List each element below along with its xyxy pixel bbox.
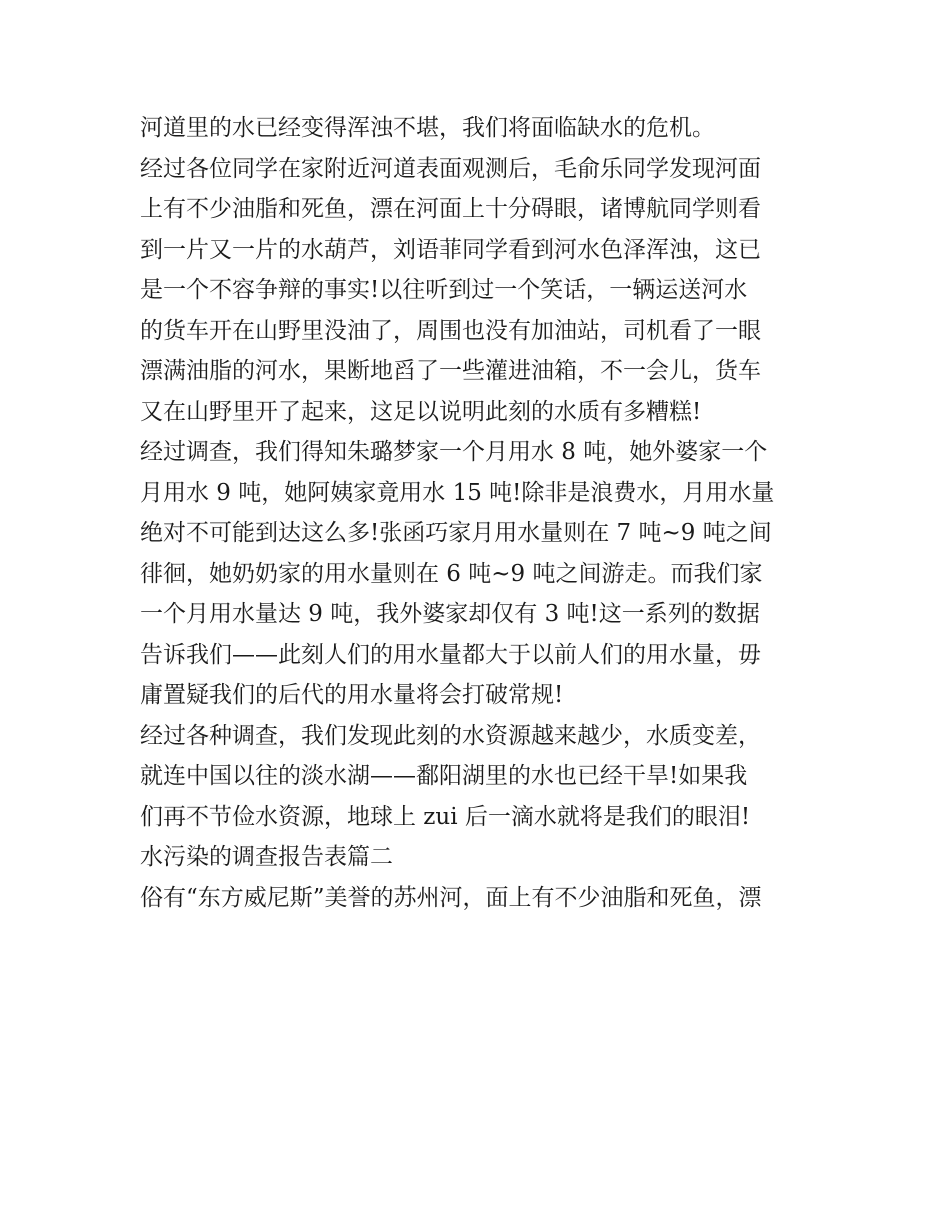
- text-line: 一个月用水量达 9 吨，我外婆家却仅有 3 吨!这一系列的数据: [140, 601, 760, 627]
- text-line: 漂满油脂的河水，果断地舀了一些灌进油箱，不一会儿，货车: [140, 358, 761, 384]
- section-heading: 水污染的调查报告表篇二: [140, 844, 393, 870]
- text-line: 的货车开在山野里没油了，周围也没有加油站，司机看了一眼: [140, 317, 761, 344]
- text-line: 月用水 9 吨，她阿姨家竟用水 15 吨!除非是浪费水，月用水量: [140, 479, 775, 506]
- text-line: 到一片又一片的水葫芦，刘语菲同学看到河水色泽浑浊，这已: [140, 236, 761, 263]
- text-line: 上有不少油脂和死鱼，漂在河面上十分碍眼，诸博航同学则看: [140, 196, 761, 222]
- text-line: 绝对不可能到达这么多!张函巧家月用水量则在 7 吨~9 吨之间: [140, 520, 772, 546]
- text-line: 告诉我们——此刻人们的用水量都大于以前人们的用水量，毋: [140, 641, 761, 668]
- text-line: 河道里的水已经变得浑浊不堪，我们将面临缺水的危机。: [140, 115, 715, 141]
- text-line: 经过各种调查，我们发现此刻的水资源越来越少，水质变差，: [140, 722, 761, 749]
- text-line: 庸置疑我们的后代的用水量将会打破常规!: [140, 682, 564, 708]
- text-line: 就连中国以往的淡水湖——鄱阳湖里的水也已经干旱!如果我: [140, 763, 748, 789]
- text-line: 俗有“东方威尼斯”美誉的苏州河，面上有不少油脂和死鱼，漂: [140, 884, 762, 911]
- text-line: 们再不节俭水资源，地球上 zui 后一滴水就将是我们的眼泪!: [140, 803, 751, 830]
- text-line: 经过各位同学在家附近河道表面观测后，毛俞乐同学发现河面: [140, 155, 761, 182]
- text-line: 徘徊，她奶奶家的用水量则在 6 吨~9 吨之间游走。而我们家: [140, 560, 763, 587]
- body-text: [140, 108, 820, 918]
- text-line: 经过调查，我们得知朱璐梦家一个月用水 8 吨，她外婆家一个: [140, 439, 768, 465]
- text-line: 是一个不容争辩的事实!以往听到过一个笑话，一辆运送河水: [140, 277, 748, 303]
- text-line: 又在山野里开了起来，这足以说明此刻的水质有多糟糕!: [140, 398, 702, 425]
